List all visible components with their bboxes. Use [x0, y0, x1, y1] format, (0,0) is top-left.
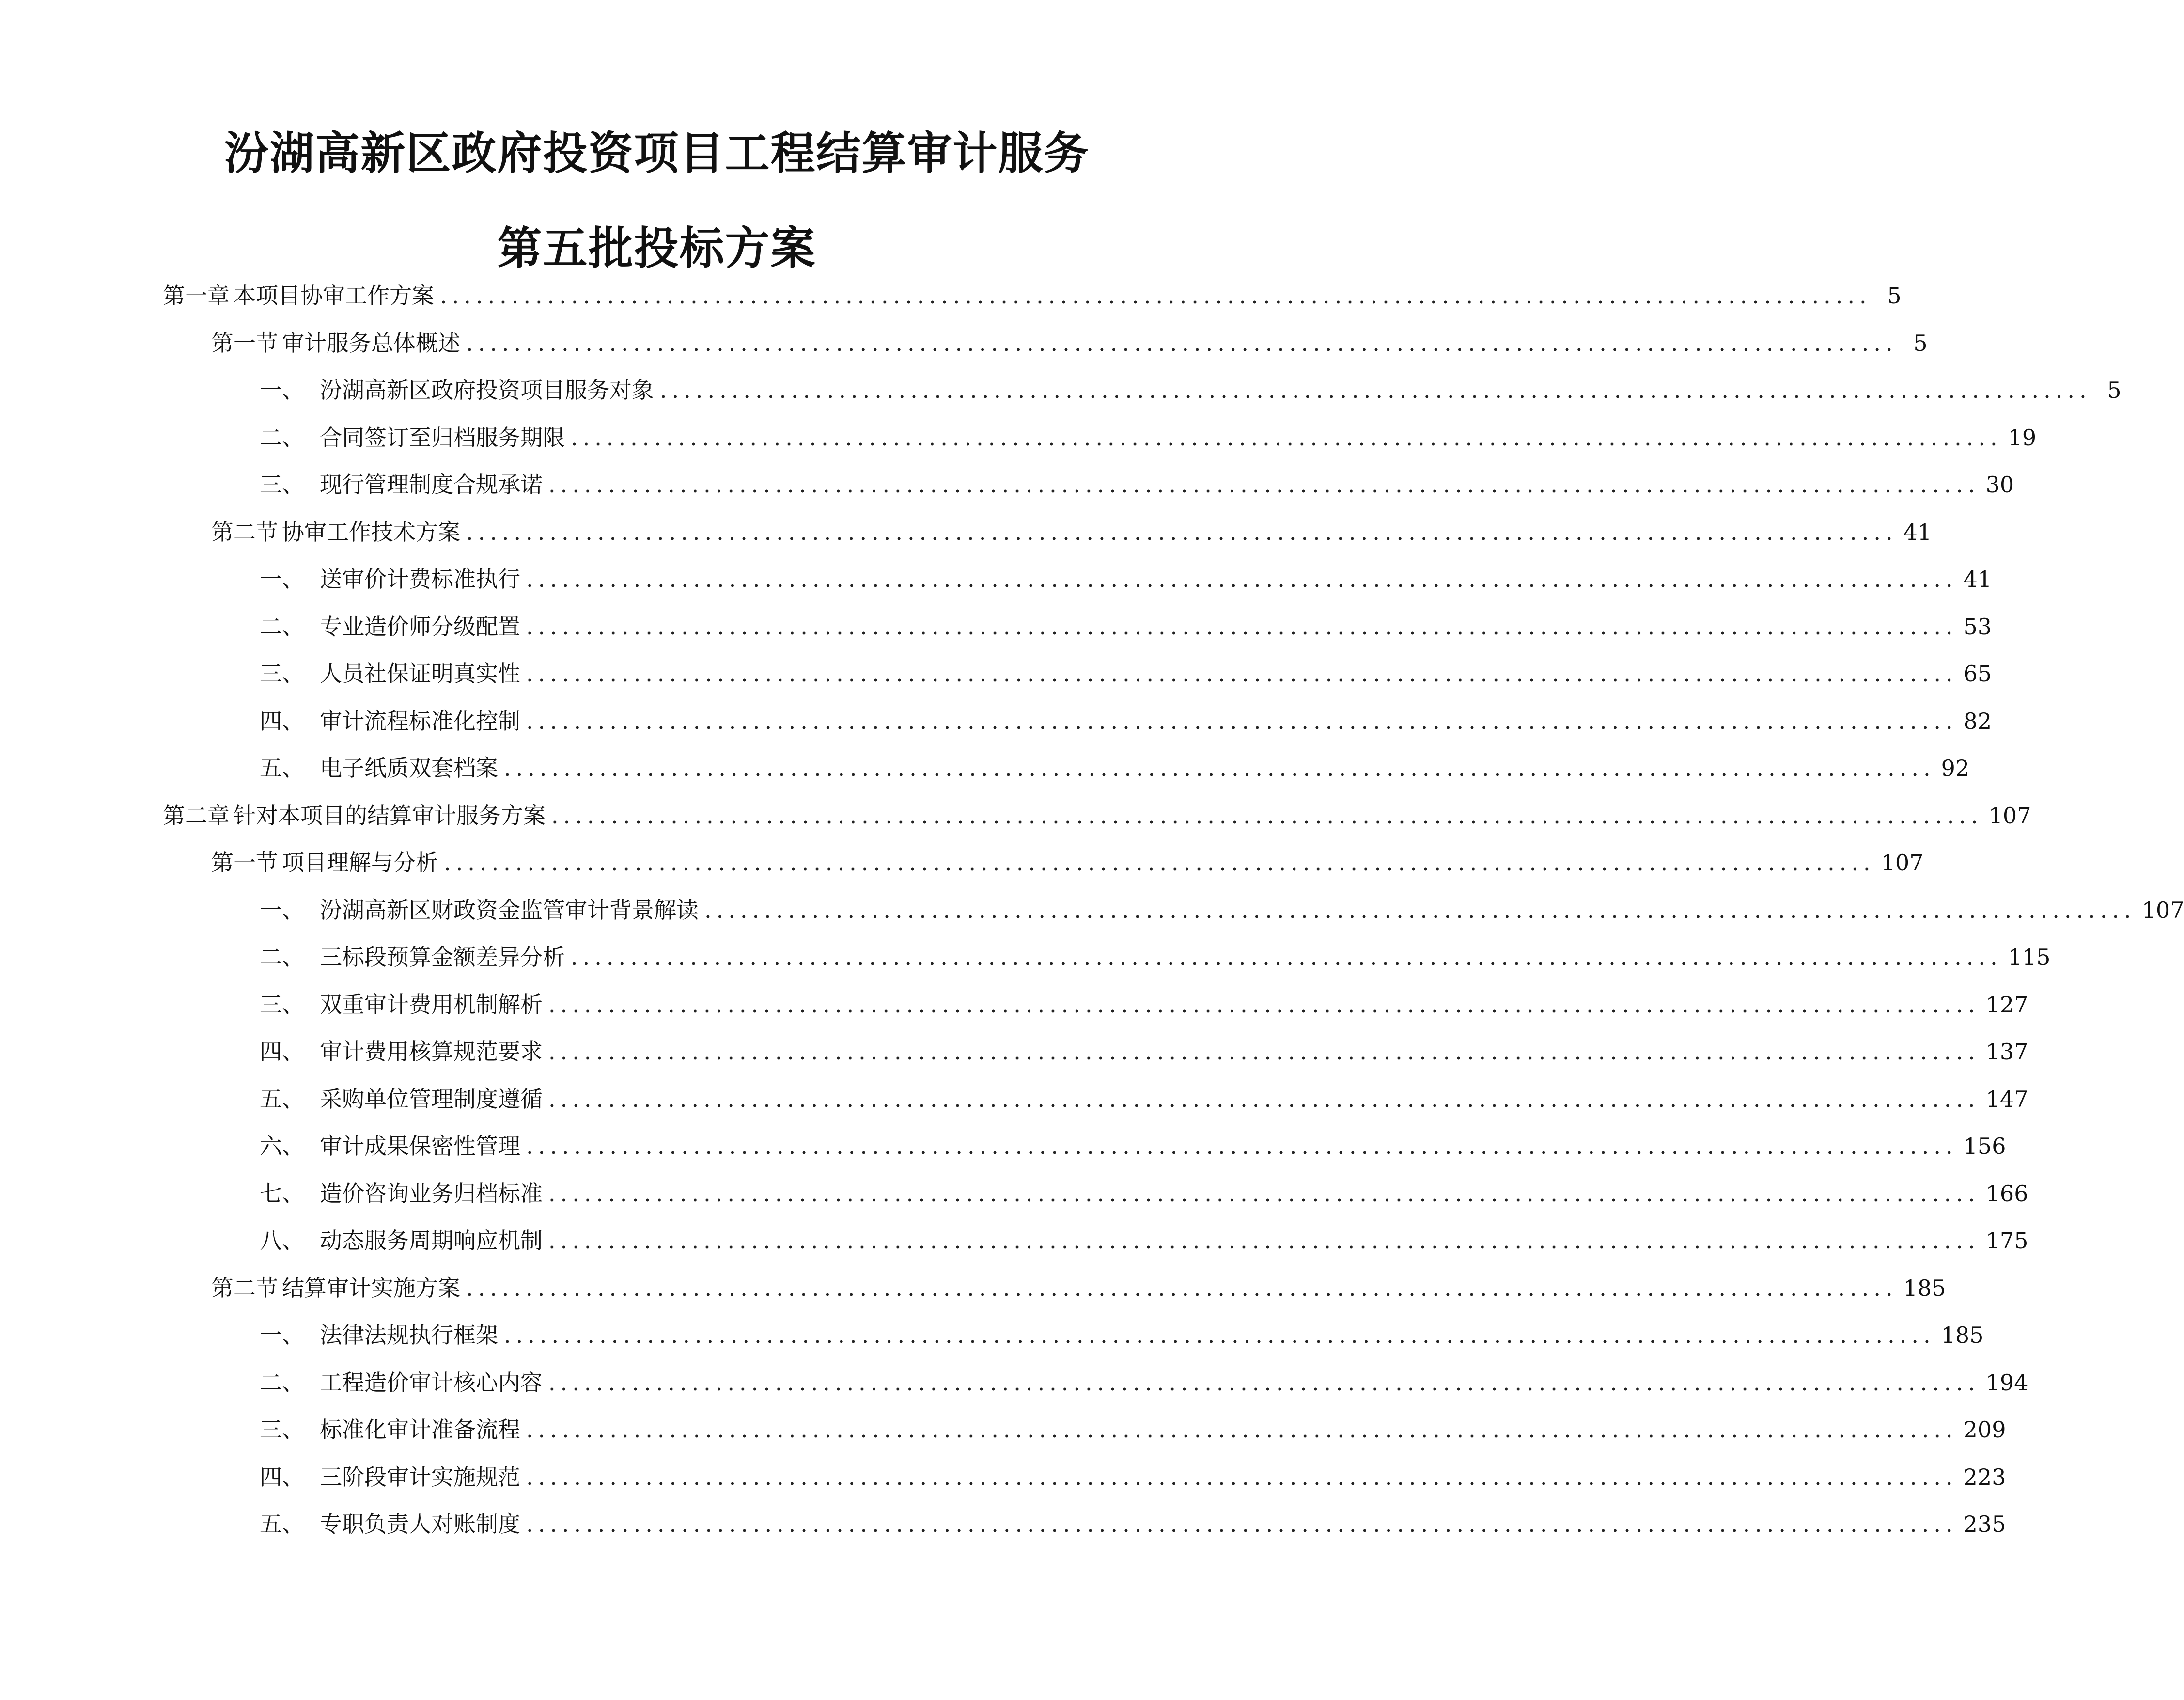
toc-page-number: 209 [1963, 1417, 2006, 1443]
toc-entry[interactable] [260, 654, 1992, 693]
toc-entry-label [260, 1032, 543, 1071]
toc-entry-number: 四、 [260, 1464, 304, 1490]
toc-page-number: 185 [1941, 1322, 1984, 1348]
toc-entry[interactable] [260, 1505, 2006, 1543]
toc-leader-dots: ........................................................................................................................ [466, 519, 1898, 545]
toc-entry[interactable] [260, 1127, 2006, 1165]
toc-entry-number: 三、 [260, 1417, 304, 1443]
toc-entry-number: 第二节 [211, 1275, 278, 1301]
toc-entry-number: 第二章 [163, 802, 230, 829]
toc-leader-dots: ........................................................................................................................ [440, 283, 1872, 309]
document-title-line-2: 第五批投标方案 [497, 222, 816, 274]
toc-entry[interactable] [260, 607, 1992, 646]
toc-leader-dots: ........................................................................................................................ [660, 377, 2091, 403]
toc-entry-title: 汾湖高新区政府投资项目服务对象 [320, 377, 654, 403]
toc-entry-label [260, 1316, 498, 1354]
toc-entry[interactable] [211, 843, 1924, 882]
toc-entry[interactable] [260, 1363, 2028, 1402]
toc-leader-dots: ........................................................................................................................ [444, 850, 1875, 876]
toc-entry-title: 现行管理制度合规承诺 [320, 472, 543, 498]
toc-entry-number: 四、 [260, 708, 304, 734]
toc-leader-dots: ........................................................................................................................ [526, 1417, 1958, 1443]
toc-page-number: 107 [2141, 897, 2184, 923]
toc-entry-title: 标准化审计准备流程 [320, 1417, 520, 1443]
toc-entry-number: 三、 [260, 991, 304, 1018]
toc-entry-label [260, 1174, 543, 1213]
toc-page-number: 30 [1985, 472, 2014, 498]
toc-entry-number: 一、 [260, 566, 304, 592]
toc-entry-number: 二、 [260, 424, 304, 451]
toc-entry-number: 四、 [260, 1039, 304, 1065]
toc-entry-number: 一、 [260, 897, 304, 923]
toc-entry-title: 动态服务周期响应机制 [320, 1228, 543, 1254]
toc-leader-dots: ........................................................................................................................ [548, 1180, 1980, 1207]
toc-entry-number: 七、 [260, 1180, 304, 1207]
toc-leader-dots: ........................................................................................................................ [548, 472, 1980, 498]
toc-entry-title: 本项目协审工作方案 [234, 283, 434, 309]
toc-entry-label [211, 1269, 460, 1307]
toc-entry[interactable] [211, 513, 1932, 551]
toc-entry-title: 专职负责人对账制度 [320, 1511, 520, 1537]
toc-entry[interactable] [260, 1080, 2028, 1118]
toc-entry[interactable] [260, 1458, 2006, 1496]
toc-entry[interactable] [260, 938, 2051, 976]
toc-page-number: 185 [1903, 1275, 1946, 1301]
toc-entry-number: 二、 [260, 613, 304, 640]
toc-entry-number: 六、 [260, 1133, 304, 1159]
toc-entry-label [260, 1221, 543, 1260]
toc-entry-label [260, 560, 520, 598]
toc-leader-dots: ........................................................................................................................ [704, 897, 2136, 923]
toc-leader-dots: ........................................................................................................................ [548, 1039, 1980, 1065]
toc-entry-title: 双重审计费用机制解析 [320, 991, 543, 1018]
toc-entry[interactable] [260, 985, 2028, 1024]
toc-entry[interactable] [163, 276, 1902, 315]
toc-entry-label [211, 324, 460, 362]
toc-page-number: 53 [1963, 613, 1992, 640]
toc-leader-dots: ........................................................................................................................ [526, 708, 1958, 734]
toc-entry-label [260, 985, 543, 1024]
toc-entry-number: 五、 [260, 755, 304, 781]
toc-entry[interactable] [260, 465, 2014, 504]
toc-entry-label [260, 938, 565, 976]
toc-entry-label [260, 1458, 520, 1496]
toc-leader-dots: ........................................................................................................................ [551, 802, 1983, 829]
toc-entry-number: 二、 [260, 1369, 304, 1396]
toc-entry-title: 合同签订至归档服务期限 [320, 424, 565, 451]
toc-entry-title: 送审价计费标准执行 [320, 566, 520, 592]
toc-leader-dots: ........................................................................................................................ [466, 1275, 1898, 1301]
toc-entry-label [260, 371, 654, 409]
toc-page-number: 82 [1963, 708, 1992, 734]
toc-entry-number: 第一章 [163, 283, 230, 309]
toc-entry-title: 人员社保证明真实性 [320, 661, 520, 687]
toc-entry-number: 三、 [260, 472, 304, 498]
toc-entry-label [260, 1410, 520, 1449]
toc-leader-dots: ........................................................................................................................ [548, 1369, 1980, 1396]
toc-entry-title: 项目理解与分析 [282, 850, 438, 876]
toc-page-number: 41 [1963, 566, 1992, 592]
toc-entry-number: 一、 [260, 377, 304, 403]
toc-leader-dots: ........................................................................................................................ [571, 944, 2002, 970]
toc-entry[interactable] [211, 324, 1928, 362]
toc-page-number: 5 [1887, 283, 1902, 309]
toc-entry-number: 第二节 [211, 519, 278, 545]
toc-leader-dots: ........................................................................................................................ [526, 661, 1958, 687]
toc-page-number: 107 [1988, 802, 2031, 829]
toc-page-number: 194 [1985, 1369, 2028, 1396]
toc-entry-label [163, 796, 546, 835]
toc-entry-number: 一、 [260, 1322, 304, 1348]
toc-entry-label [211, 843, 438, 882]
toc-leader-dots: ........................................................................................................................ [571, 424, 2002, 451]
toc-entry-title: 协审工作技术方案 [282, 519, 460, 545]
toc-page-number: 166 [1985, 1180, 2028, 1207]
toc-entry[interactable] [163, 796, 2031, 835]
toc-page-number: 65 [1963, 661, 1992, 687]
toc-entry-title: 汾湖高新区财政资金监管审计背景解读 [320, 897, 699, 923]
toc-entry-label [260, 1080, 543, 1118]
toc-entry-title: 造价咨询业务归档标准 [320, 1180, 543, 1207]
document-title-line-1: 汾湖高新区政府投资项目工程结算审计服务 [224, 127, 1090, 179]
toc-entry-title: 电子纸质双套档案 [320, 755, 498, 781]
toc-entry-label [260, 1505, 520, 1543]
toc-entry-number: 第一节 [211, 330, 278, 356]
toc-entry-title: 审计服务总体概述 [282, 330, 460, 356]
toc-leader-dots: ........................................................................................................................ [504, 1322, 1935, 1348]
toc-leader-dots: ........................................................................................................................ [548, 1086, 1980, 1112]
toc-entry[interactable] [260, 891, 2184, 929]
toc-entry[interactable] [260, 1221, 2028, 1260]
toc-leader-dots: ........................................................................................................................ [526, 1464, 1958, 1490]
toc-entry-title: 采购单位管理制度遵循 [320, 1086, 543, 1112]
toc-leader-dots: ........................................................................................................................ [526, 613, 1958, 640]
toc-entry-title: 针对本项目的结算审计服务方案 [234, 802, 546, 829]
toc-leader-dots: ........................................................................................................................ [526, 566, 1958, 592]
document-title [0, 106, 1202, 296]
toc-entry[interactable] [260, 749, 1970, 787]
toc-entry-title: 专业造价师分级配置 [320, 613, 520, 640]
toc-entry[interactable] [260, 1410, 2006, 1449]
toc-page-number: 5 [2107, 377, 2122, 403]
toc-entry-number: 第一节 [211, 850, 278, 876]
toc-entry-label [260, 1363, 543, 1402]
toc-page-number: 137 [1985, 1039, 2028, 1065]
toc-entry-title: 结算审计实施方案 [282, 1275, 460, 1301]
toc-page-number: 127 [1985, 991, 2028, 1018]
toc-entry-number: 二、 [260, 944, 304, 970]
toc-page-number: 19 [2008, 424, 2037, 451]
toc-page-number: 41 [1903, 519, 1932, 545]
toc-entry-label [260, 702, 520, 740]
toc-entry-title: 工程造价审计核心内容 [320, 1369, 543, 1396]
toc-page-number: 147 [1985, 1086, 2028, 1112]
toc-entry-label [260, 891, 699, 929]
toc-entry-title: 三阶段审计实施规范 [320, 1464, 520, 1490]
toc-page-number: 223 [1963, 1464, 2006, 1490]
toc-entry-label [211, 513, 460, 551]
toc-entry-number: 五、 [260, 1511, 304, 1537]
toc-leader-dots: ........................................................................................................................ [548, 1228, 1980, 1254]
toc-entry[interactable] [260, 1032, 2028, 1071]
toc-entry-title: 审计成果保密性管理 [320, 1133, 520, 1159]
toc-entry-title: 三标段预算金额差异分析 [320, 944, 565, 970]
toc-entry[interactable] [260, 1316, 1984, 1354]
toc-entry-label [260, 418, 565, 457]
toc-entry[interactable] [260, 371, 2122, 409]
toc-entry-title: 审计费用核算规范要求 [320, 1039, 543, 1065]
toc-entry-label [260, 465, 543, 504]
toc-entry-number: 五、 [260, 1086, 304, 1112]
toc-entry-label [260, 1127, 520, 1165]
toc-page-number: 107 [1881, 850, 1924, 876]
toc-entry-title: 法律法规执行框架 [320, 1322, 498, 1348]
toc-entry-title: 审计流程标准化控制 [320, 708, 520, 734]
toc-entry[interactable] [260, 418, 2037, 457]
toc-page-number: 115 [2008, 944, 2051, 970]
toc-page-number: 235 [1963, 1511, 2006, 1537]
toc-entry-label [260, 654, 520, 693]
toc-entry-label [260, 749, 498, 787]
toc-leader-dots: ........................................................................................................................ [526, 1511, 1958, 1537]
toc-entry[interactable] [260, 560, 1992, 598]
toc-entry-label [163, 276, 434, 315]
toc-entry-number: 三、 [260, 661, 304, 687]
toc-entry[interactable] [211, 1269, 1946, 1307]
toc-leader-dots: ........................................................................................................................ [466, 330, 1898, 356]
toc-page-number: 92 [1941, 755, 1970, 781]
toc-entry[interactable] [260, 1174, 2028, 1213]
toc-leader-dots: ........................................................................................................................ [548, 991, 1980, 1018]
toc-entry[interactable] [260, 702, 1992, 740]
toc-page-number: 156 [1963, 1133, 2006, 1159]
toc-entry-number: 八、 [260, 1228, 304, 1254]
toc-leader-dots: ........................................................................................................................ [526, 1133, 1958, 1159]
toc-leader-dots: ........................................................................................................................ [504, 755, 1935, 781]
toc-page-number: 5 [1913, 330, 1928, 356]
toc-page-number: 175 [1985, 1228, 2028, 1254]
toc-entry-label [260, 607, 520, 646]
